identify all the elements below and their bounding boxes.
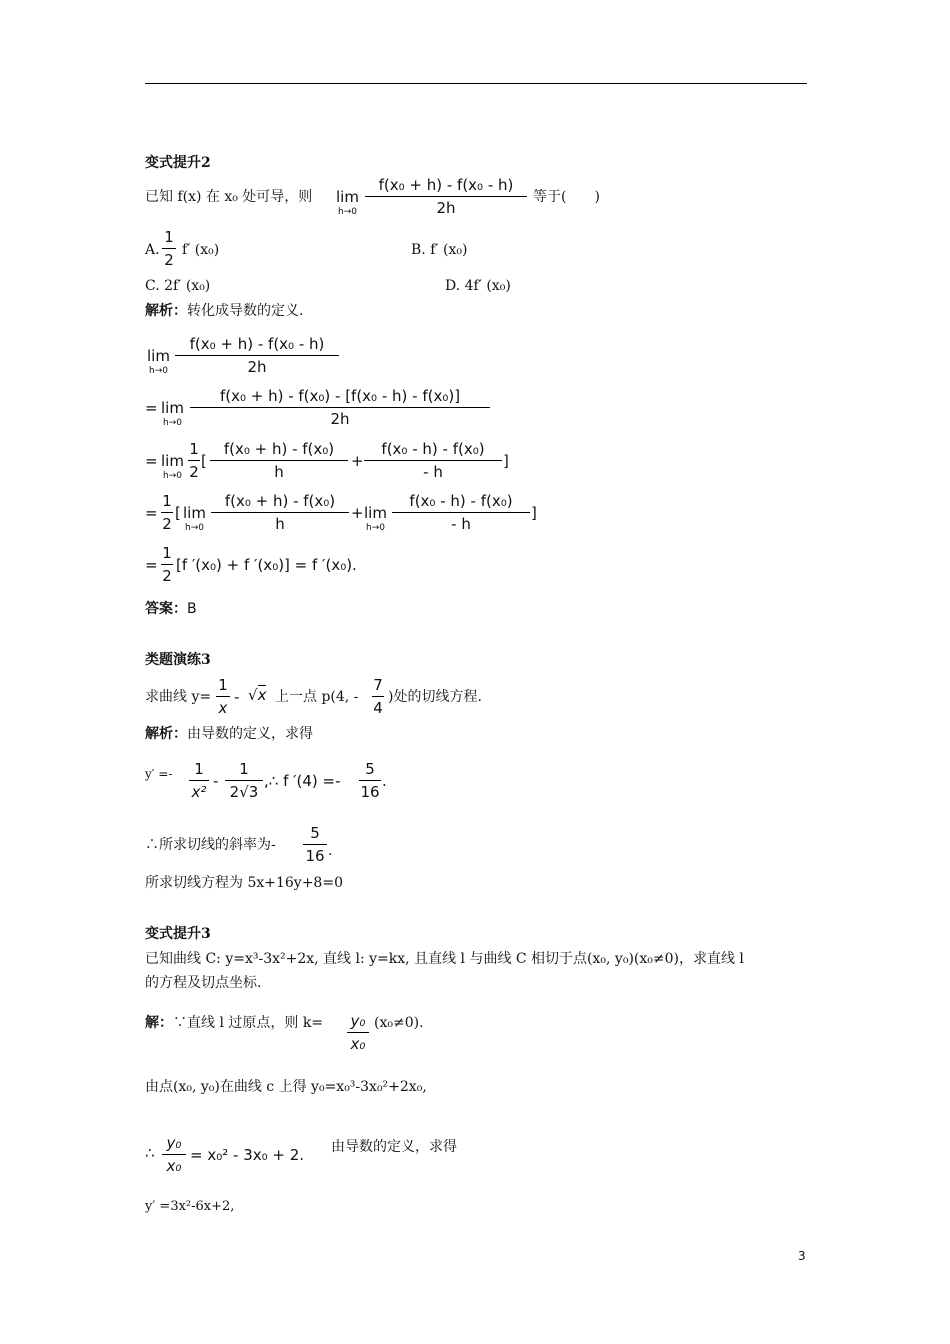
option-a-label: A. <box>145 242 160 258</box>
step-4-bracket-open: [ <box>175 504 181 522</box>
solution-3-condition: (x₀≠0). <box>374 1015 424 1031</box>
question-2-fraction-2: 7 4 <box>373 676 383 717</box>
option-d: D. 4f′ (x₀) <box>445 278 511 294</box>
step-4-half: 1 2 <box>162 492 172 533</box>
ratio-rhs: = x₀² - 3x₀ + 2. <box>190 1146 305 1164</box>
section-title-3: 变式提升3 <box>145 926 211 942</box>
analysis-2: 解析：由导数的定义，求得 <box>145 726 313 742</box>
limit-operator: lim h→0 <box>336 188 359 217</box>
question-3-line-2: 的方程及切点坐标. <box>145 975 262 991</box>
tangent-equation: 所求切线方程为 5x+16y+8=0 <box>145 875 343 891</box>
step-3-plus: + <box>351 452 364 470</box>
analysis-1: 解析：转化成导数的定义. <box>145 303 304 319</box>
question-2-mid: 上一点 p(4, - <box>275 689 359 705</box>
step-1-limit: lim h→0 <box>147 347 170 376</box>
derivative-minus: - <box>213 772 219 790</box>
question-1-prefix: 已知 f(x) 在 x₀ 处可导，则 <box>145 189 313 205</box>
derivative-fraction-1: 1 x² <box>189 762 209 800</box>
page-number: 3 <box>798 1249 806 1263</box>
step-3-bracket-close: ] <box>503 452 509 470</box>
derivative-fraction-3: 5 16 <box>360 760 380 801</box>
step-4-plus: + <box>351 504 364 522</box>
derivative-mid: ,∴ f ′(4) =- <box>264 772 341 790</box>
step-2-limit: lim h→0 <box>161 399 184 428</box>
step-3-bracket-open: [ <box>201 452 207 470</box>
answer-1: 答案：B <box>145 601 197 617</box>
option-a-text: f′ (x₀) <box>182 242 220 258</box>
step-5-half: 1 2 <box>162 544 172 585</box>
question-1-fraction: f(x₀ + h) - f(x₀ - h) 2h <box>365 178 527 216</box>
solution-3-fraction: y₀ x₀ <box>347 1014 369 1052</box>
question-3-line-1: 已知曲线 C: y=x³-3x²+2x, 直线 l: y=kx, 且直线 l 与曲线 C 相切于点(x₀, y₀)(x₀≠0)，求直线 l <box>145 951 744 967</box>
step-4-bracket-close: ] <box>531 504 537 522</box>
step-4-limit-a: lim h→0 <box>183 504 206 533</box>
section-title-2: 类题演练3 <box>145 652 211 668</box>
header-rule <box>145 83 807 84</box>
step-3-equals: = <box>145 452 158 470</box>
option-c: C. 2f′ (x₀) <box>145 278 211 294</box>
slope-end: . <box>328 843 333 859</box>
derivative-line: y′ =3x²-6x+2, <box>145 1199 235 1214</box>
derivative-end: . <box>382 772 387 790</box>
step-4-limit-b: lim h→0 <box>364 504 387 533</box>
option-b: B. f′ (x₀) <box>411 242 468 258</box>
step-5-text: [f ′(x₀) + f ′(x₀)] = f ′(x₀). <box>176 556 357 574</box>
step-4-equals: = <box>145 504 158 522</box>
question-1-suffix: 等于( ) <box>533 189 600 205</box>
step-1-fraction: f(x₀ + h) - f(x₀ - h) 2h <box>175 337 339 375</box>
question-2-sqrt: √x <box>248 686 267 704</box>
ratio-fraction: y₀ x₀ <box>162 1136 186 1174</box>
section-title-1: 变式提升2 <box>145 155 211 171</box>
step-3-fraction-a: f(x₀ + h) - f(x₀) h <box>210 442 348 480</box>
derivative-lhs: y′ =- <box>145 767 173 781</box>
step-2-equals: = <box>145 399 158 417</box>
question-2-minus: - <box>234 688 240 706</box>
step-4-fraction-a: f(x₀ + h) - f(x₀) h <box>211 494 349 532</box>
slope-text: ∴所求切线的斜率为- <box>145 837 276 853</box>
step-3-half: 1 2 <box>189 440 199 481</box>
solution-3-start: 解：∵直线 l 过原点，则 k= <box>145 1015 324 1031</box>
step-2-fraction: f(x₀ + h) - f(x₀) - [f(x₀ - h) - f(x₀)] 2h <box>190 389 490 427</box>
question-2-prefix: 求曲线 y= <box>145 689 212 705</box>
step-3-limit: lim h→0 <box>161 452 184 481</box>
question-2-suffix: )处的切线方程. <box>388 689 482 705</box>
slope-fraction: 5 16 <box>303 826 327 864</box>
step-4-fraction-b: f(x₀ - h) - f(x₀) - h <box>392 494 530 532</box>
step-5-equals: = <box>145 556 158 574</box>
step-3-fraction-b: f(x₀ - h) - f(x₀) - h <box>364 442 502 480</box>
derivative-fraction-2: 1 2√3 <box>225 762 263 800</box>
ratio-prefix: ∴ <box>145 1144 155 1162</box>
question-2-fraction-1: 1 x <box>216 678 230 716</box>
point-on-curve: 由点(x₀, y₀)在曲线 c 上得 y₀=x₀³-3x₀²+2x₀, <box>145 1079 427 1095</box>
ratio-tail: 由导数的定义，求得 <box>331 1139 457 1155</box>
option-a-fraction: 1 2 <box>162 230 176 268</box>
